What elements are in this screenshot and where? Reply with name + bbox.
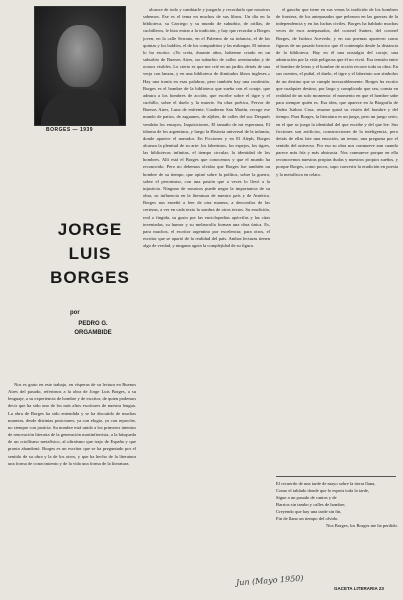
author-portrait-photo [34, 6, 126, 126]
body-column-middle [143, 6, 270, 586]
title-line-2: LUIS [68, 244, 112, 263]
section-divider [276, 476, 396, 477]
photo-caption: BORGES — 1939 [46, 127, 94, 133]
handwritten-annotation: Jun (Mayo 1950) [235, 573, 304, 588]
column-right-text: el gaucho que tiene en sus venas la tradición de los hombres de frontera, de los antepasados que pelearon en las guerras de la independencia y en las luchas civiles. Borges ha hablado muchas veces de esos antepasados, del coronel Suárez, del coronel Borges, de Isidoro Acevedo, y en sus poemas aparecen como figuras de un pasado heroico que él contempla desde la distancia de la biblioteca. Hay en él una nostalgia del coraje, una admiración por la vida peligrosa que él no vivió. Esa tensión entre el hombre de letras y el hombre de acción recorre toda su obra. En sus cuentos, el puñal, el duelo, el tigre y el laberinto son símbolos de un destino que se cumple inexorablemente. Borges ha escrito que cualquier destino, por largo y complicado que sea, consta en realidad de un solo momento: el momento en que el hombre sabe para siempre quién es. Esa idea, que aparece en la Biografía de Tadeo Isidoro Cruz, resume quizá su visión del hombre y del tiempo. Para Borges, la literatura es un juego, pero un juego serio, en el que se juega la identidad del que escribe y del que lee. Sus ficciones son artificios, construcciones de la inteligencia, pero detrás de ellas late una emoción, un temor, una pregunta por el sentido del universo. Por eso su obra nos conmueve aun cuando parece más fría y más abstracta. Nos conmueve porque en ella reconocemos nuestras propias dudas y nuestros propios sueños, y porque Borges, como pocos, supo convertir la erudición en poesía y la metafísica en relato. [276, 7, 398, 177]
byline-author [58, 320, 128, 338]
column-left-text: Nos es grato en este trabajo, en vísperas de su lectura en Buenos Aires del pasado, referirnos a la obra de Jorge Luis Borges, a su lenguaje, a su experiencia de hombre y de escritor, de quien podemos decir que ha sido uno de los más altos escritores de nuestra lengua. La obra de Borges ha sido entendida y se ha discutido de muchas maneras, desde distintas posiciones; ya con elogio, ya con reproche, no siempre con justicia. Su nombre está unido a los primeros intentos de renovación literaria de la generación martinfierrista, a la búsqueda de un criollismo metafísico, al ultraísmo que trajo de España y que pronto abandonó. Borges es un escritor que se ha preguntado por el sentido de su obra y la de los otros, y que ha hecho de la literatura una forma de conocimiento y de la vida una forma de la literatura. [8, 382, 136, 466]
portrait-face [57, 25, 103, 87]
title-line-3: BORGES [50, 268, 130, 287]
poem-line-1: Como el tablado donde que lo espera toda la tarde, [276, 488, 370, 493]
title-line-1: JORGE [57, 220, 123, 239]
poem-line-2: Sigue a un pasado de cantos y de [276, 495, 337, 500]
column-middle-text: alcance de todo y cambiarle y juzgarlo y recordarlo que nosotros sabemos. Ese es el tema en muchos de sus libros. Un día en la biblioteca, su Carriego y su mundo de suburbio, de orillas, de cuchilleros, le hizo entrar a la tradición, y hay que recordar a Borges joven, en la calle Serrano, en el Palermo de su infancia, el de las quintas y los baldíos, el de los compadritos y las milongas. El mismo lo ha escrito: «Yo creía, durante años, haberme criado en un suburbio de Buenos Aires, un suburbio de calles aventuradas y de ocasos visibles. Lo cierto es que me crié en un jardín, detrás de una verja con lanzas, y en una biblioteca de ilimitados libros ingleses.» Hay una ironía en esas palabras, pero también hay una confesión. Borges es el hombre de la biblioteca que sueña con el coraje, que admira a los hombres de acción, que escribe sobre el tigre y el cuchillo, sobre el duelo y la muerte. Su obra poética, Fervor de Buenos Aires, Luna de enfrente, Cuaderno San Martín, recoge ese mundo de patios, de zaguanes, de aljibes, de calles del sur. Después vendrán los ensayos, Inquisiciones, El tamaño de mi esperanza, El idioma de los argentinos, y luego la Historia universal de la infamia, donde aparece el narrador. En Ficciones y en El Aleph, Borges alcanza la plenitud de su arte: los laberintos, los espejos, los tigres, las bibliotecas infinitas, el tiempo circular, la identidad de los hombres. Allí está el Borges que conocemos y que el mundo ha reconocido. Pero no debemos olvidar que Borges fue también un hombre de su tiempo, que opinó sobre la política, sobre la guerra, sobre el peronismo, con una pasión que a veces lo llevó a la injusticia. Ninguno de nosotros puede negar la importancia de su obra, su influencia en la literatura de nuestro país y de América. Borges nos enseñó a leer de otra manera, a desconfiar de las certezas, a ver en cada texto la sombra de otros textos. Su erudición, real o fingida, su gusto por las enciclopedias apócrifas y las citas inventadas, su humor y su melancolía forman una obra única. Es, para muchos, el escritor argentino por excelencia; para otros, el escritor que se apartó de la realidad del país. Ambas lecturas tienen algo de verdad, y ninguna agota la complejidad de su figura. [143, 7, 270, 249]
poem-line-3: Barrios sin tambo y calles de hombre, [276, 502, 346, 507]
page-footer: GACETA LITERARIA 23 [334, 586, 384, 591]
poem-line-4: Creyendo que hay una tarde sin fin, [276, 509, 342, 514]
article-title [40, 218, 140, 290]
poem-line-5: Fin de llano un tiempo del olvido. [276, 516, 339, 521]
author-line-2: ORGAMBIDE [74, 330, 112, 336]
body-column-right [276, 6, 398, 474]
body-column-left [8, 381, 136, 577]
author-line-1: PEDRO G. [78, 321, 108, 327]
poem-intro: El recuerdo de una tarde de mayo sobre la tierra llana, [276, 481, 376, 486]
portrait-shoulders [41, 89, 119, 125]
poem-closing: Nos Borges, los Borges me ha perdido. [326, 523, 398, 528]
byline-prefix: por [70, 310, 80, 316]
poem-excerpt [276, 480, 398, 529]
